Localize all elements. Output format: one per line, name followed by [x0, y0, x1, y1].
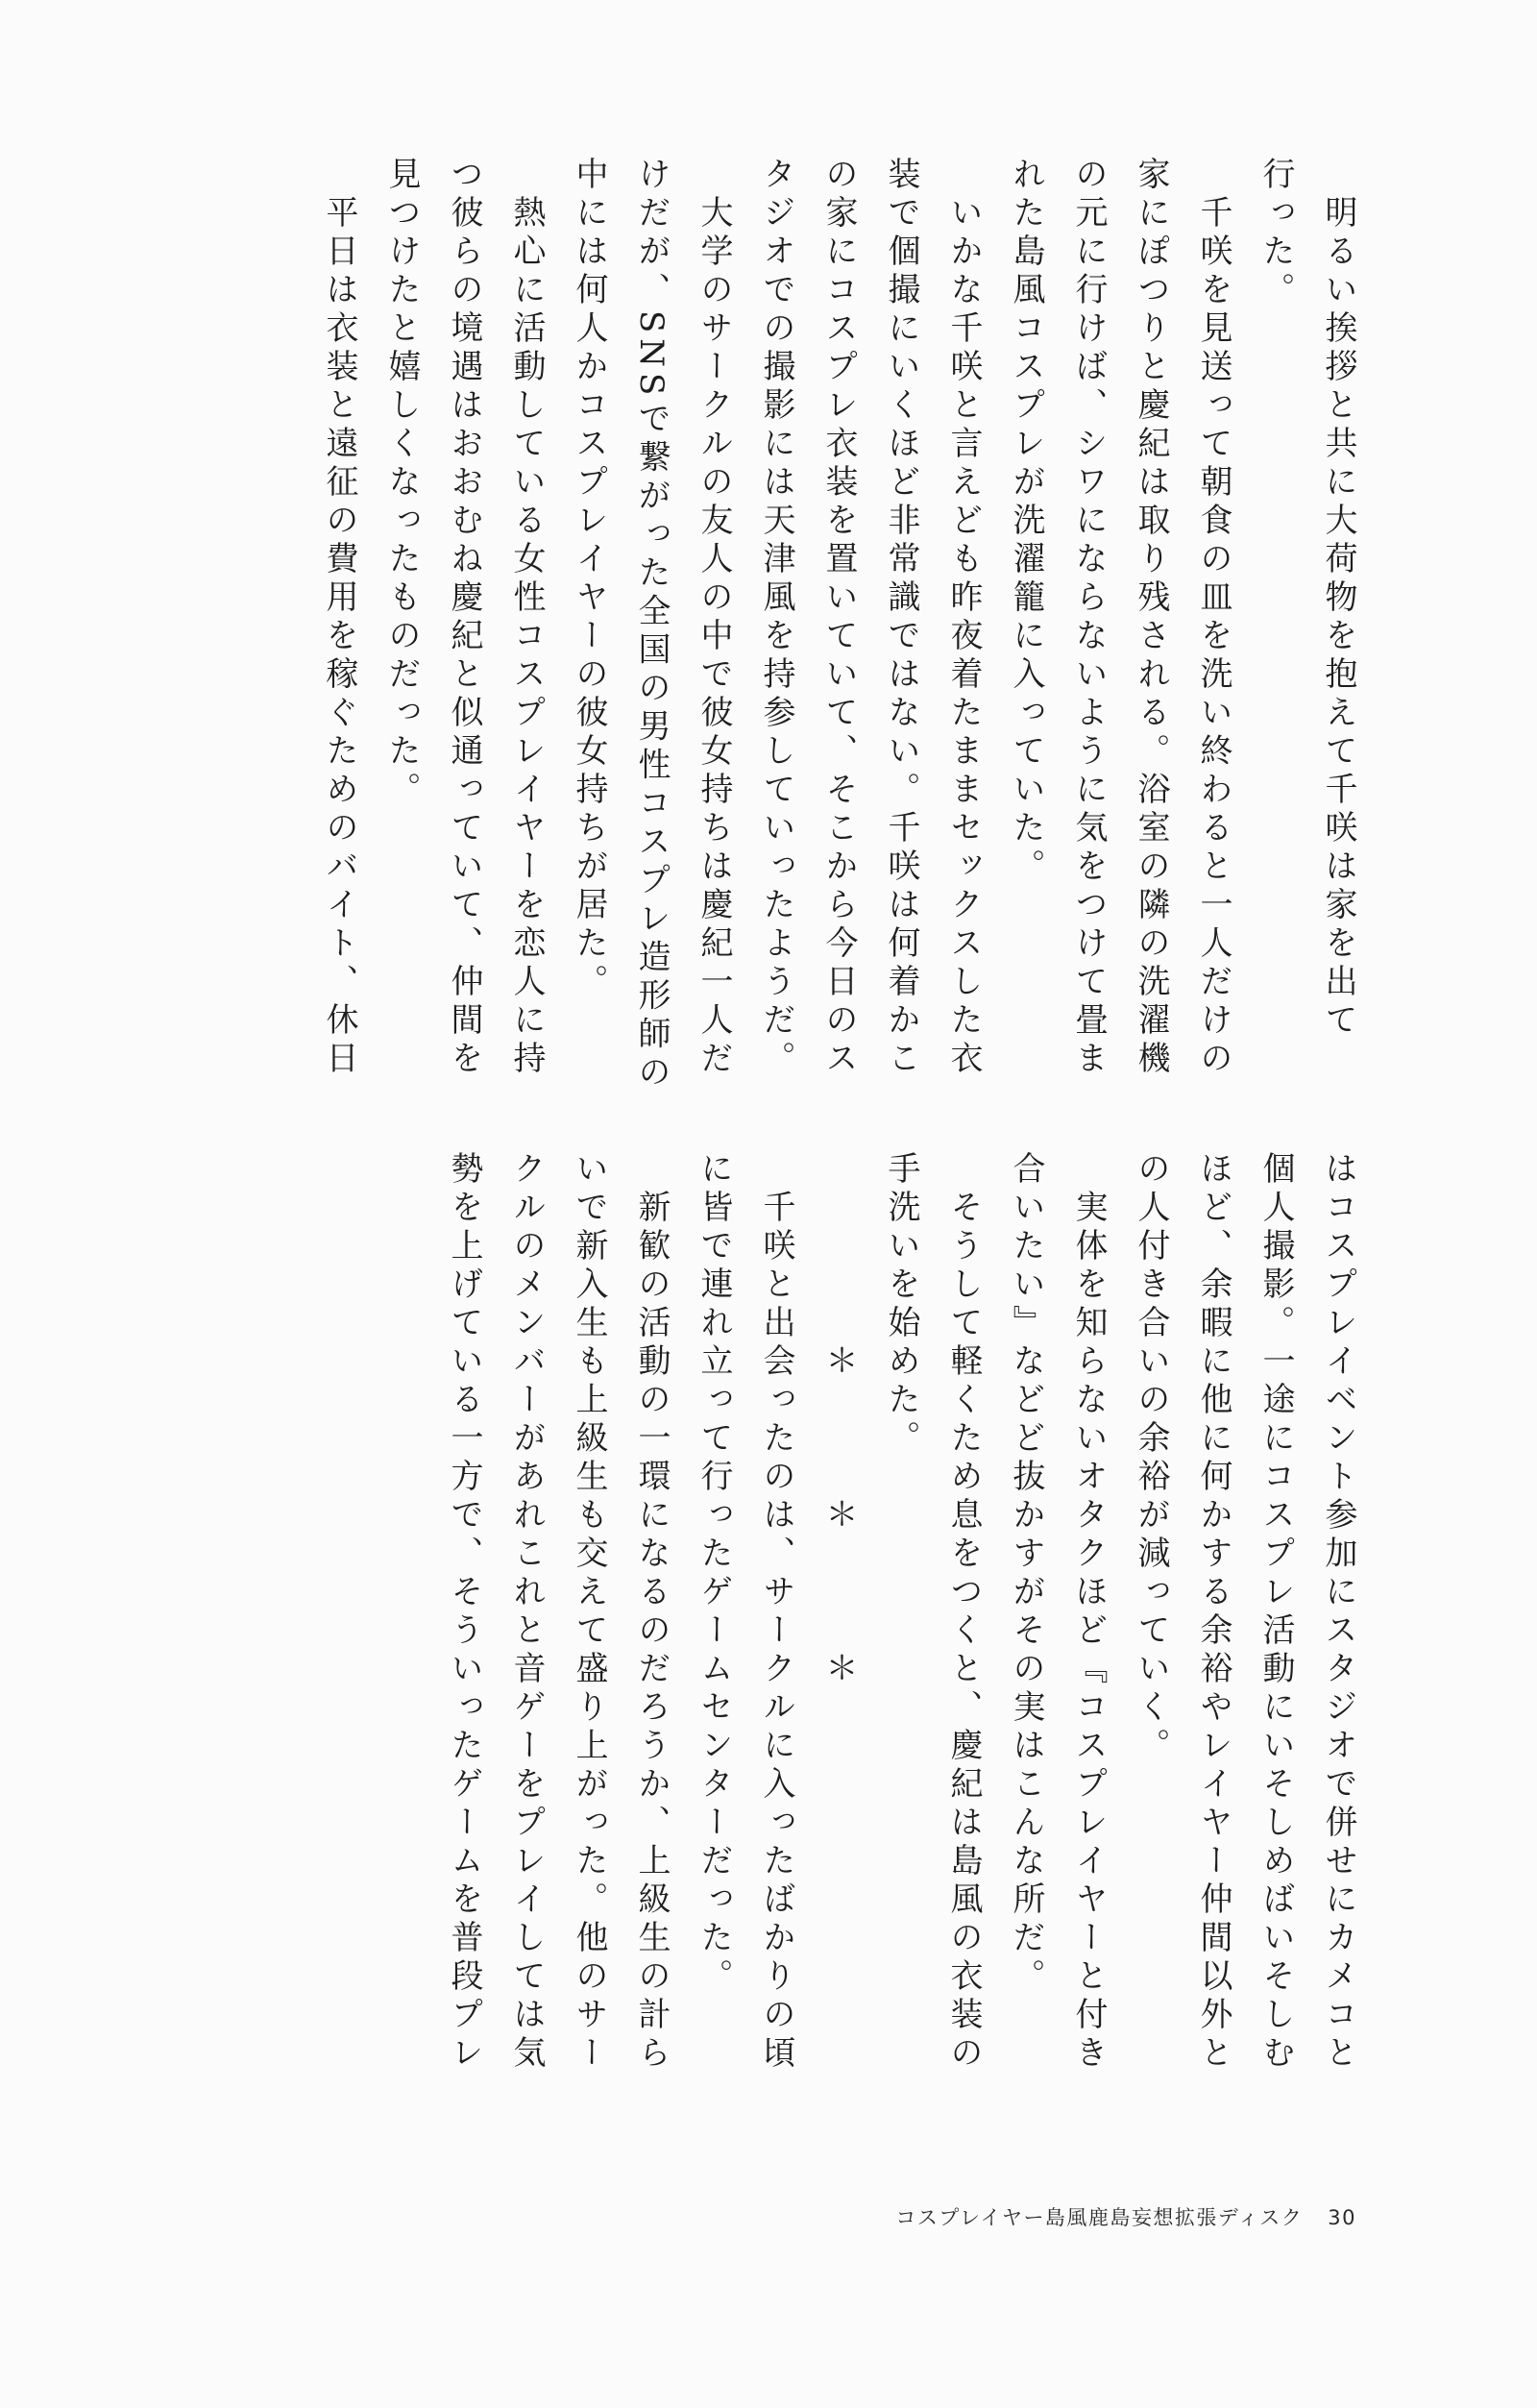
text-column: に皆で連れ立って行ったゲームセンターだった。 [695, 1151, 733, 1997]
text-column: はコスプレイベント参加にスタジオで併せにカメコと [1319, 1151, 1357, 2074]
text-column: 個人撮影。一途にコスプレ活動にいそしめばいそしむ [1256, 1151, 1295, 2074]
text-column: タジオでの撮影には天津風を持参していったようだ。 [757, 157, 795, 1079]
text-column: 手洗いを始めた。 [882, 1151, 920, 1459]
text-column: 実体を知らないオタクほど『コスプレイヤーと付き [1069, 1151, 1108, 2074]
scene-divider-asterisks: ＊ ＊ ＊ [819, 1151, 858, 1689]
text-column: いで新入生も上級生も交えて盛り上がった。他のサー [570, 1151, 608, 2074]
text-column: の家にコスプレ衣装を置いていて、そこから今日のス [819, 157, 858, 1079]
text-column: 平日は衣装と遠征の費用を稼ぐためのバイト、休日 [320, 157, 358, 1079]
lower-text-block [307, 1151, 1369, 2076]
text-column: けだが、SNSで繋がった全国の男性コスプレ造形師の [632, 157, 671, 1093]
text-column: 行った。 [1256, 157, 1295, 310]
text-column: 大学のサークルの友人の中で彼女持ちは慶紀一人だ [695, 157, 733, 1079]
text-column: 勢を上げている一方で、そういったゲームを普段プレ [445, 1151, 483, 2074]
text-column: 見つけたと嬉しくなったものだった。 [382, 157, 421, 810]
text-column: 千咲と出会ったのは、サークルに入ったばかりの頃 [757, 1151, 795, 2074]
upper-text-block [307, 157, 1369, 1093]
page-footer [895, 2202, 1356, 2231]
text-column: 熱心に活動している女性コスプレイヤーを恋人に持 [507, 157, 546, 1079]
text-column: ほど、余暇に他に何かする余裕やレイヤー仲間以外と [1194, 1151, 1232, 2074]
text-column: いかな千咲と言えども昨夜着たままセックスした衣 [944, 157, 983, 1079]
text-column: 千咲を見送って朝食の皿を洗い終わると一人だけの [1194, 157, 1232, 1079]
text-column: そうして軽くため息をつくと、慶紀は島風の衣装の [944, 1151, 983, 2074]
text-column: 合いたい』などど抜かすがその実はこんな所だ。 [1007, 1151, 1045, 1997]
footer-page-number: 30 [1328, 2206, 1356, 2229]
text-column: 家にぽつりと慶紀は取り残される。浴室の隣の洗濯機 [1132, 157, 1170, 1079]
text-column: 新歓の活動の一環になるのだろうか、上級生の計ら [632, 1151, 671, 2074]
text-column: の元に行けば、シワにならないように気をつけて畳ま [1069, 157, 1108, 1079]
text-column: つ彼らの境遇はおおむね慶紀と似通っていて、仲間を [445, 157, 483, 1079]
text-column: 明るい挨拶と共に大荷物を抱えて千咲は家を出て [1319, 157, 1357, 1041]
text-column: クルのメンバーがあれこれと音ゲーをプレイしては気 [507, 1151, 546, 2074]
text-column: 装で個撮にいくほど非常識ではない。千咲は何着かこ [882, 157, 920, 1079]
text-column: れた島風コスプレが洗濯籠に入っていた。 [1007, 157, 1045, 887]
text-column: の人付き合いの余裕が減っていく。 [1132, 1151, 1170, 1766]
text-column: 中には何人かコスプレイヤーの彼女持ちが居た。 [570, 157, 608, 1002]
footer-book-title: コスプレイヤー島風鹿島妄想拡張ディスク [895, 2206, 1304, 2229]
